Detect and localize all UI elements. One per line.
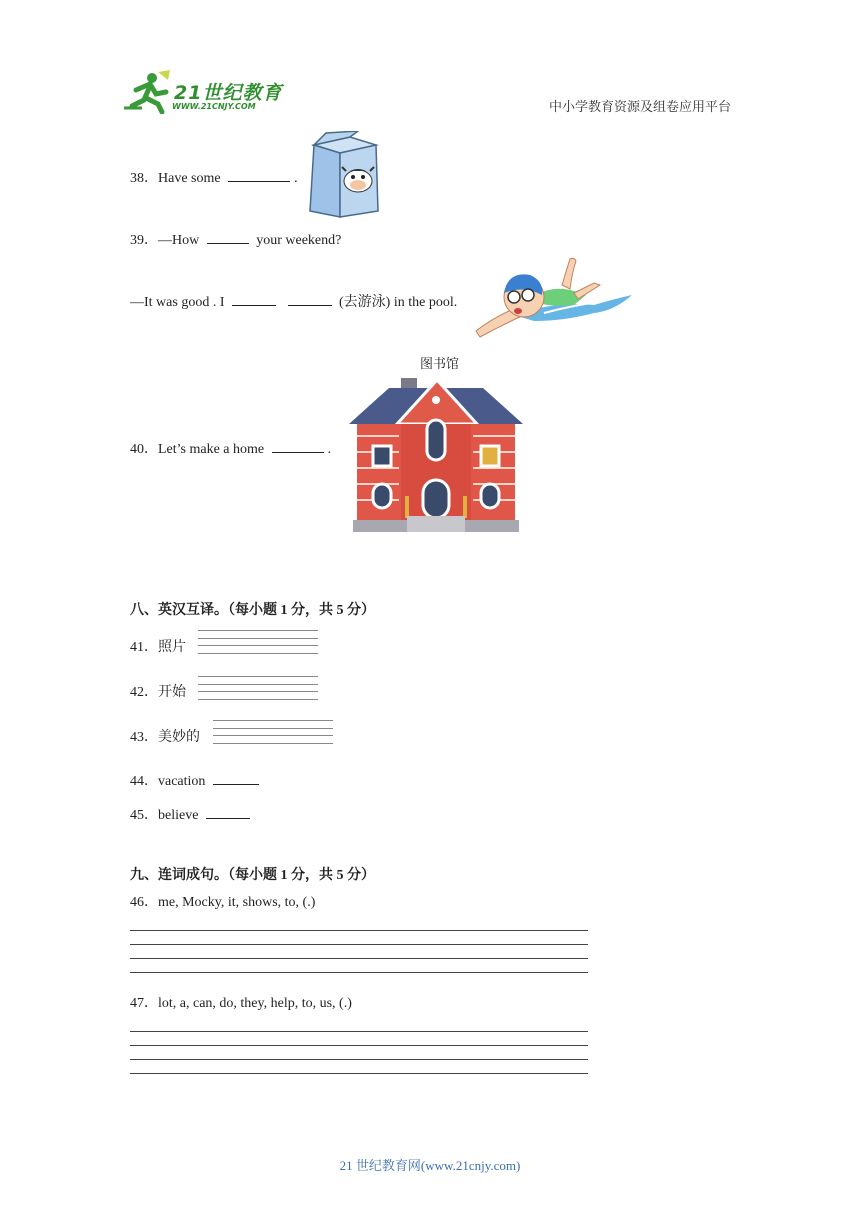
answer-line[interactable] — [130, 1073, 588, 1074]
question-text: me, Mocky, it, shows, to, (.) — [158, 895, 316, 910]
library-label: 图书馆 — [420, 356, 460, 371]
answer-line[interactable] — [130, 1031, 588, 1032]
header-right-text: 中小学教育资源及组卷应用平台 — [549, 99, 732, 114]
question-text: 美妙的 — [158, 730, 200, 745]
question-text: 照片 — [158, 640, 186, 655]
item-45 — [130, 804, 254, 825]
question-number: 46． — [130, 895, 158, 910]
item-47 — [130, 995, 352, 1013]
footer-text: 21 世纪教育网(www.21cnjy.com) — [339, 1158, 521, 1173]
question-text: believe — [158, 808, 199, 823]
answer-blank[interactable] — [288, 291, 332, 306]
answer-line[interactable] — [130, 944, 588, 945]
question-number: 47． — [130, 996, 158, 1011]
item-41 — [130, 639, 186, 657]
answer-blank[interactable] — [228, 167, 290, 182]
question-number: 40． — [130, 442, 158, 457]
swimmer-image — [474, 255, 634, 341]
question-number: 39． — [130, 233, 158, 248]
section-9-title: 九、连词成句。（每小题 1 分，共 5 分） — [130, 868, 375, 883]
question-text: Have some — [158, 171, 221, 186]
answer-lines-42[interactable] — [198, 676, 318, 706]
answer-line[interactable] — [130, 958, 588, 959]
answer-text-2: (去游泳) in the pool. — [339, 295, 458, 310]
question-text: vacation — [158, 774, 206, 789]
question-number: 43． — [130, 730, 158, 745]
question-number: 38． — [130, 171, 158, 186]
answer-blank[interactable] — [213, 770, 259, 785]
logo-sub-text: WWW.21CNJY.COM — [172, 102, 256, 111]
answer-line[interactable] — [130, 972, 588, 973]
answer-blank[interactable] — [207, 229, 249, 244]
answer-blank[interactable] — [232, 291, 276, 306]
item-46 — [130, 894, 315, 912]
answer-text-1: —It was good . I — [130, 295, 225, 310]
answer-line[interactable] — [130, 1045, 588, 1046]
answer-lines-41[interactable] — [198, 630, 318, 660]
question-text-1: —How — [158, 233, 200, 248]
question-number: 41． — [130, 640, 158, 655]
runner-logo-icon — [122, 68, 172, 114]
question-39 — [130, 229, 341, 250]
item-42 — [130, 684, 186, 702]
answer-blank[interactable] — [206, 804, 250, 819]
answer-line[interactable] — [130, 1059, 588, 1060]
question-38: 38．Have some . — [130, 167, 298, 188]
question-40: 40．Let’s make a home . — [130, 438, 331, 459]
question-text: lot, a, can, do, they, help, to, us, (.) — [158, 996, 352, 1011]
milk-carton-image — [306, 131, 380, 219]
library-building-image — [349, 376, 523, 534]
item-44 — [130, 770, 263, 791]
section-8-title: 八、英汉互译。（每小题 1 分，共 5 分） — [130, 603, 375, 618]
question-text: Let’s make a home — [158, 442, 265, 457]
question-number: 44． — [130, 774, 158, 789]
question-text: 开始 — [158, 685, 186, 700]
question-number: 45． — [130, 808, 158, 823]
answer-blank[interactable] — [272, 438, 324, 453]
question-number: 42． — [130, 685, 158, 700]
item-43 — [130, 729, 200, 747]
question-text-2: your weekend? — [256, 233, 342, 248]
answer-line[interactable] — [130, 930, 588, 931]
question-39-answer — [130, 291, 457, 312]
logo-main-text: 21世纪教育 — [174, 82, 283, 104]
answer-lines-43[interactable] — [213, 720, 333, 750]
site-logo — [122, 68, 292, 116]
